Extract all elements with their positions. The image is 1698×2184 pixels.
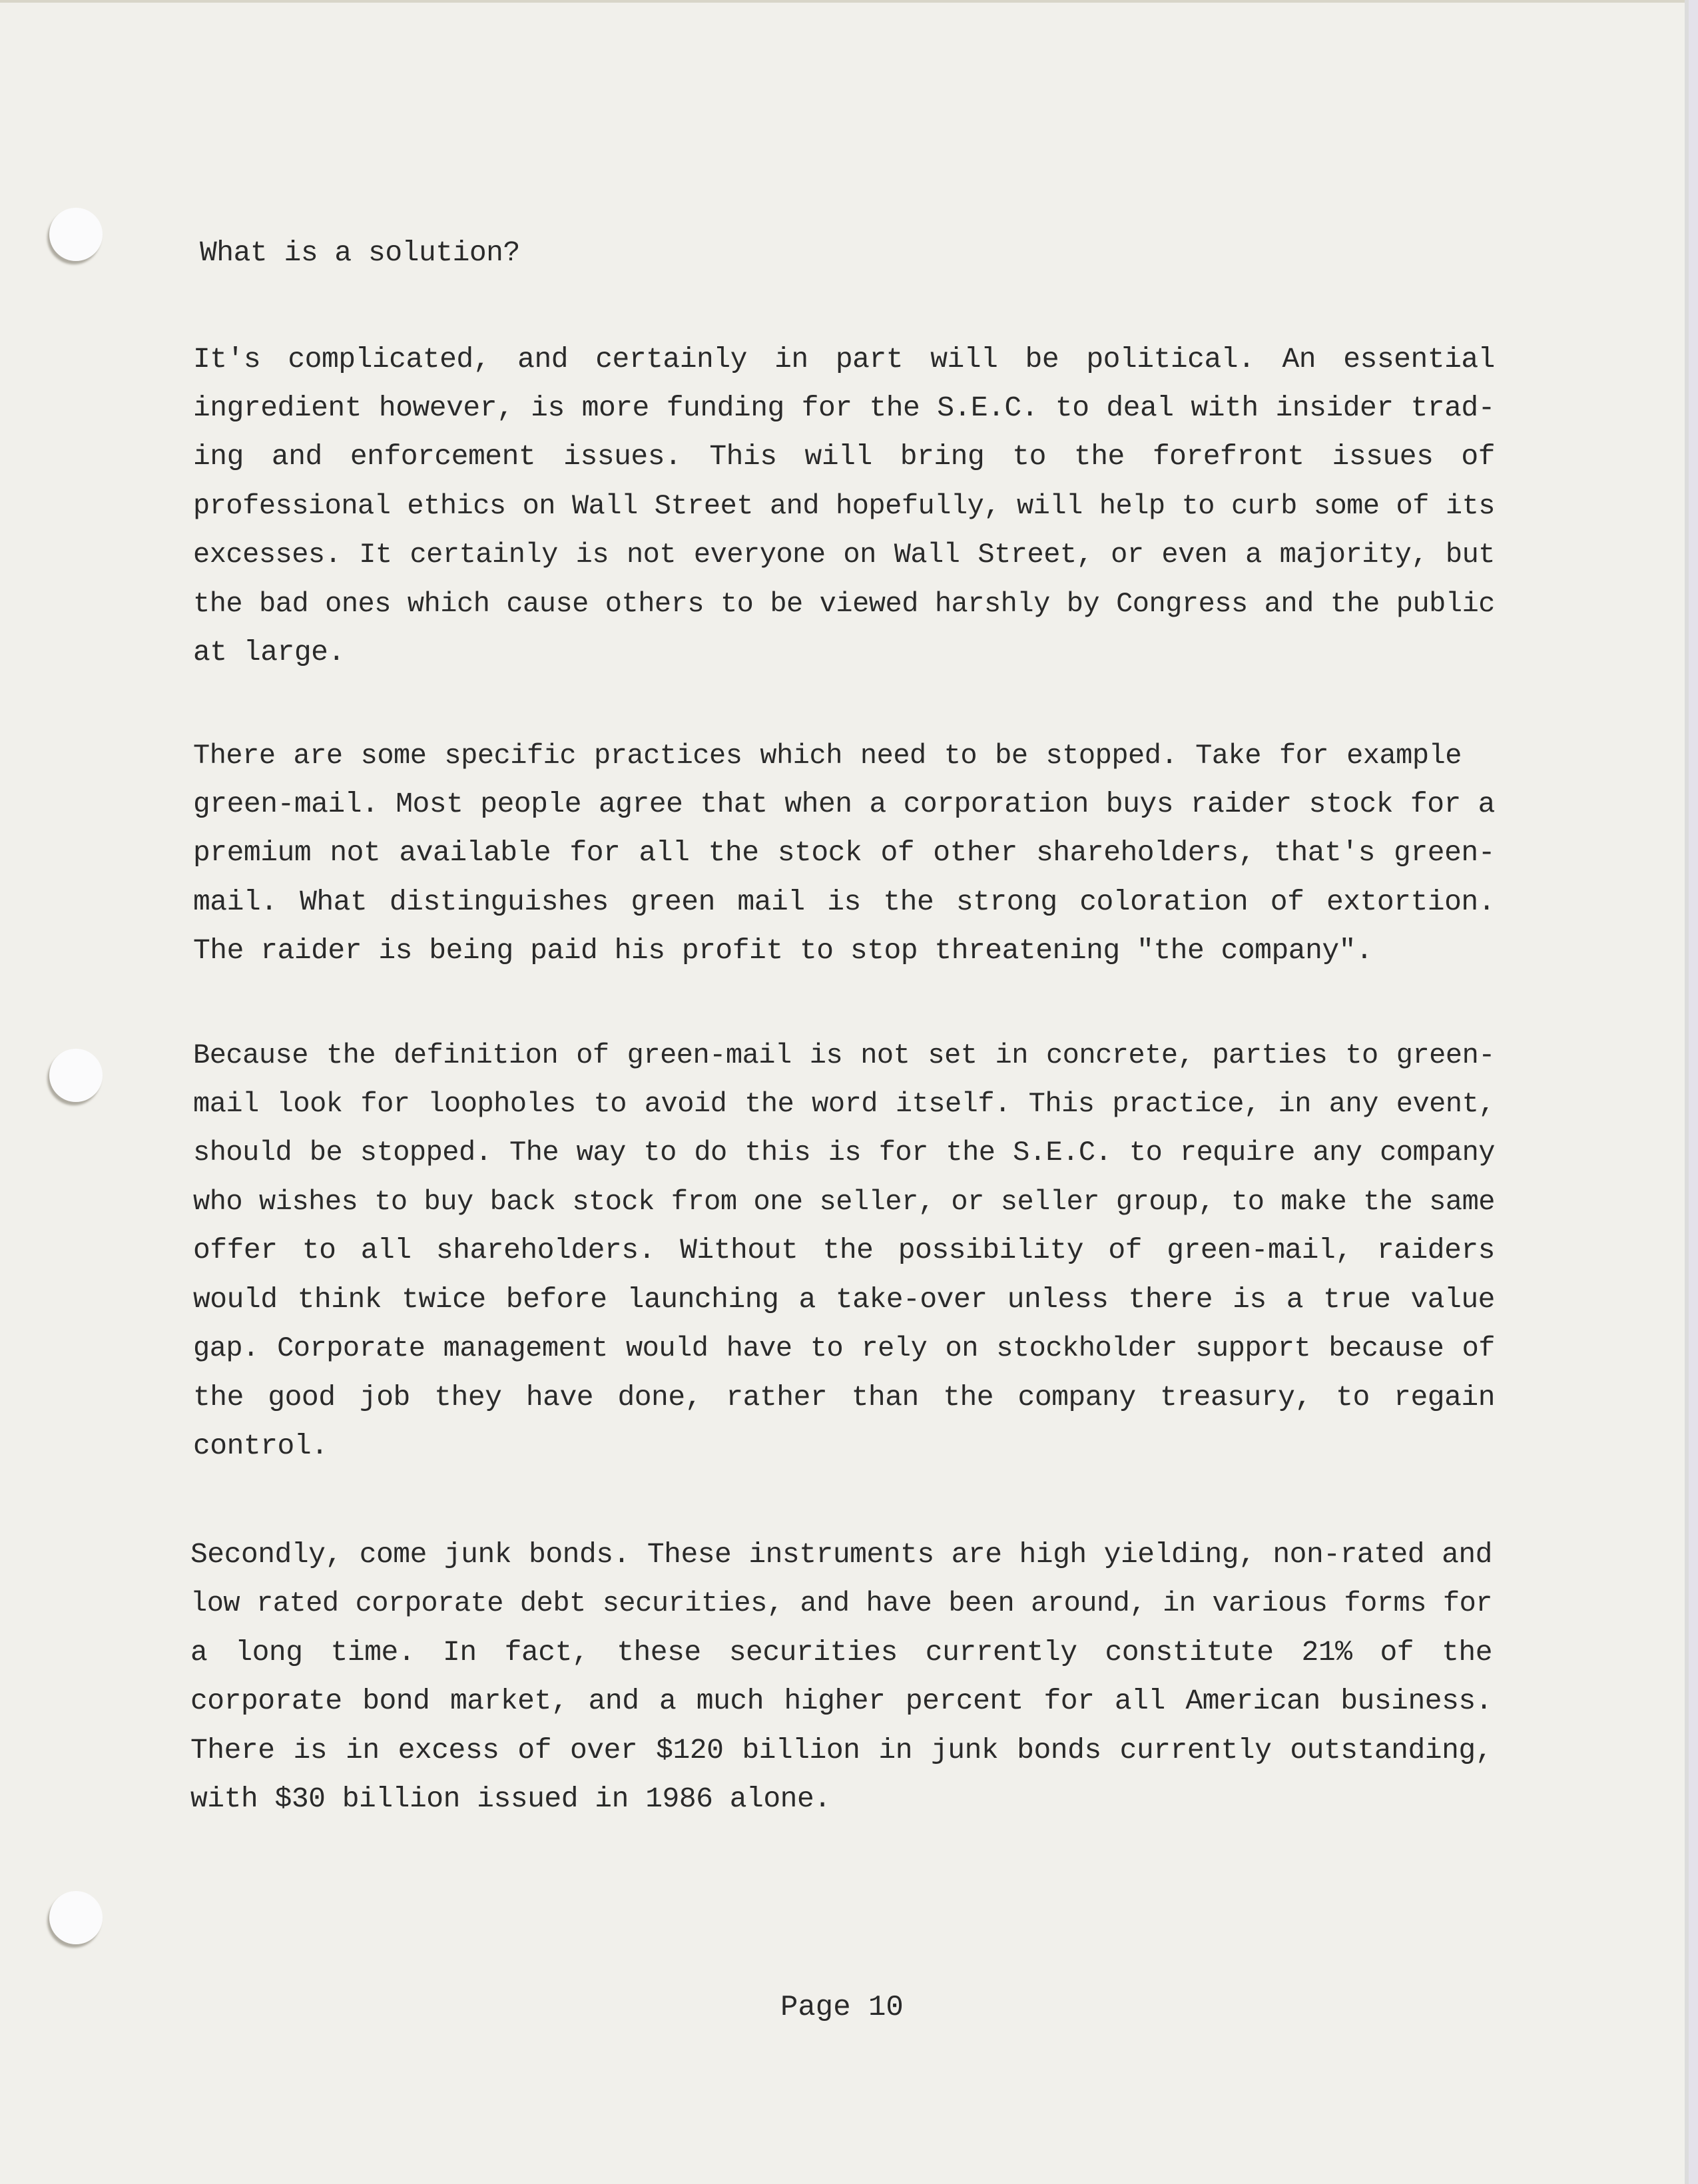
text-line: should be stopped. The way to do this is for the S.E.C. to require any company bbox=[193, 1137, 1495, 1169]
text-line: control. bbox=[193, 1430, 328, 1462]
text-line: Secondly, come junk bonds. These instruments are high yielding, non-rated and bbox=[190, 1538, 1492, 1571]
text-line: The raider is being paid his profit to stop threatening "the company". bbox=[193, 934, 1373, 967]
text-line: There are some specific practices which need to be stopped. Take for example bbox=[193, 740, 1462, 772]
text-line: at large. bbox=[193, 636, 345, 669]
text-line: ingredient however, is more funding for the S.E.C. to deal with insider trad- bbox=[193, 392, 1495, 424]
punch-hole-middle bbox=[49, 1049, 103, 1102]
punch-hole-top bbox=[49, 208, 103, 261]
scan-edge bbox=[1689, 0, 1698, 2184]
text-line: professional ethics on Wall Street and hopefully, will help to curb some of its bbox=[193, 490, 1495, 522]
text-line: the good job they have done, rather than the company treasury, to regain bbox=[193, 1381, 1495, 1414]
text-line: Because the definition of green-mail is not set in concrete, parties to green- bbox=[193, 1039, 1495, 1071]
text-line: a long time. In fact, these securities currently constitute 21% of the bbox=[190, 1636, 1492, 1669]
text-line: mail look for loopholes to avoid the word itself. This practice, in any event, bbox=[193, 1088, 1495, 1120]
text-line: gap. Corporate management would have to rely on stockholder support because of bbox=[193, 1332, 1495, 1364]
text-line: with $30 billion issued in 1986 alone. bbox=[190, 1782, 831, 1815]
text-line: mail. What distinguishes green mail is the strong coloration of extortion. bbox=[193, 886, 1495, 918]
text-line: There is in excess of over $120 billion in junk bonds currently outstanding, bbox=[190, 1734, 1492, 1767]
text-line: offer to all shareholders. Without the possibility of green-mail, raiders bbox=[193, 1234, 1495, 1266]
text-line: would think twice before launching a take-over unless there is a true value bbox=[193, 1283, 1495, 1316]
text-line: green-mail. Most people agree that when a corporation buys raider stock for a bbox=[193, 788, 1495, 820]
text-line: premium not available for all the stock of other shareholders, that's green- bbox=[193, 836, 1495, 869]
punch-hole-bottom bbox=[49, 1891, 103, 1944]
section-heading: What is a solution? bbox=[200, 236, 520, 269]
text-line: corporate bond market, and a much higher percent for all American business. bbox=[190, 1685, 1492, 1717]
text-line: who wishes to buy back stock from one seller, or seller group, to make the same bbox=[193, 1186, 1495, 1218]
page-number: Page 10 bbox=[780, 1991, 904, 2024]
text-line: ing and enforcement issues. This will bring to the forefront issues of bbox=[193, 440, 1495, 473]
text-line: low rated corporate debt securities, and have been around, in various forms for bbox=[190, 1587, 1492, 1619]
text-line: excesses. It certainly is not everyone on Wall Street, or even a majority, but bbox=[193, 539, 1495, 571]
text-line: the bad ones which cause others to be viewed harshly by Congress and the public bbox=[193, 588, 1495, 620]
text-line: It's complicated, and certainly in part will be political. An essential bbox=[193, 343, 1495, 376]
paper-top-edge bbox=[0, 0, 1685, 3]
